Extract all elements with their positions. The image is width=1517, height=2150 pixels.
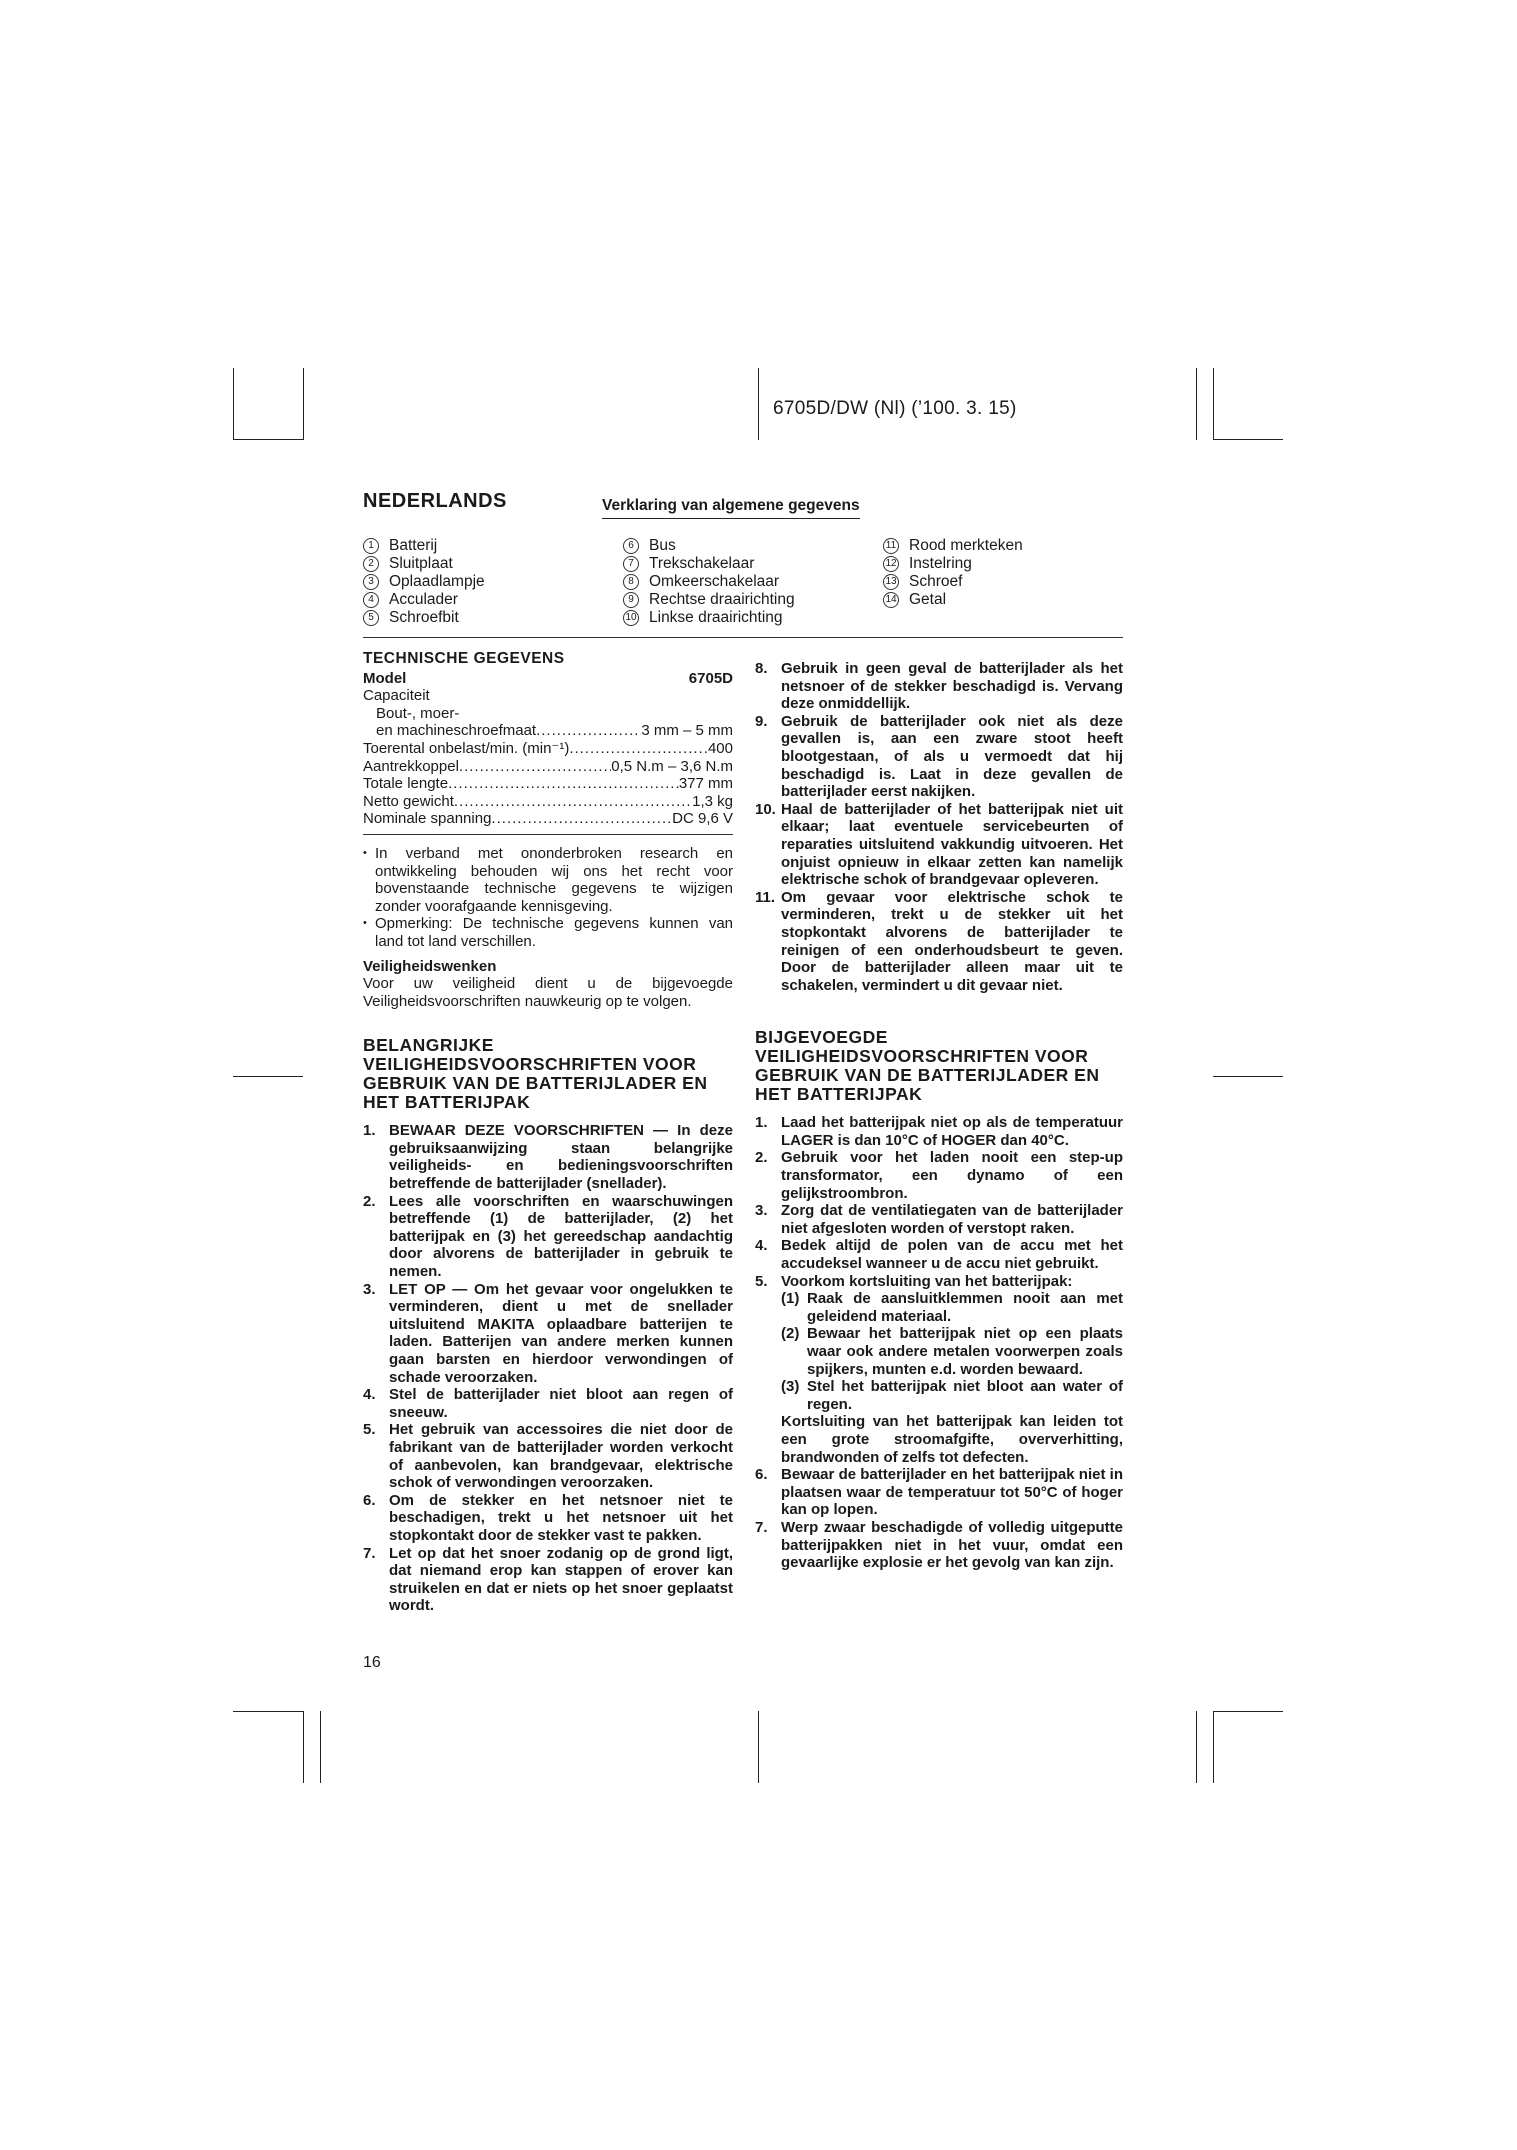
legend-item bbox=[883, 573, 1023, 591]
item-number: 9. bbox=[755, 712, 768, 730]
item-number: 11. bbox=[755, 888, 776, 906]
spec-row bbox=[363, 810, 733, 828]
item-number: 6. bbox=[363, 1491, 376, 1509]
instruction-item bbox=[755, 1114, 1123, 1149]
legend-item bbox=[363, 537, 485, 555]
spec-value: 377 mm bbox=[678, 775, 733, 793]
sub-item-text: Bewaar het batterijpak niet op een plaats waar ook andere metalen voorwerpen zoals spijkers, munten e.d. worden bewaard. bbox=[807, 1325, 1123, 1378]
page-number: 16 bbox=[363, 1654, 381, 1671]
model-value: 6705D bbox=[688, 669, 733, 687]
spec-label: Aantrekkoppel bbox=[363, 757, 459, 775]
legend-label: Getal bbox=[909, 591, 947, 608]
sub-item-number: (3) bbox=[781, 1378, 800, 1396]
legend-column-3 bbox=[883, 537, 1023, 609]
model-row bbox=[363, 670, 733, 688]
circled-number: 14 bbox=[883, 592, 899, 608]
note-text: In verband met ononderbroken research en ontwikkeling behouden wij ons het recht voor bovenstaande technische gegevens te wijzigen zonder voorafgaande kennisgeving. bbox=[375, 844, 733, 915]
legend-label: Oplaadlampje bbox=[389, 573, 485, 590]
item-text: Zorg dat de ventilatiegaten van de batterijlader niet afgesloten worden of verstopt raken. bbox=[781, 1202, 1123, 1237]
circled-number: 6 bbox=[623, 538, 639, 554]
spec-label: Toerental onbelast/min. (min⁻¹) bbox=[363, 739, 570, 757]
item-number: 8. bbox=[755, 660, 768, 677]
legend-label: Trekschakelaar bbox=[649, 555, 755, 572]
instruction-item bbox=[755, 889, 1123, 995]
specs-divider bbox=[363, 834, 733, 835]
circled-number: 13 bbox=[883, 574, 899, 590]
circled-number: 9 bbox=[623, 592, 639, 608]
instruction-item bbox=[755, 1466, 1123, 1519]
spec-label: en machineschroefmaat bbox=[376, 722, 537, 740]
legend-label: Instelring bbox=[909, 555, 972, 572]
instruction-item bbox=[363, 1122, 733, 1192]
legend-item bbox=[363, 573, 485, 591]
circled-number: 12 bbox=[883, 556, 899, 572]
item-text: Om gevaar voor elektrische schok te verminderen, trekt u de stekker uit het stopkontakt alvorens de batterijlader te reinigen of een onderhoudsbeurt te geven. Door de batterijlader alleen maar uit te schakelen, vermindert u dit gevaar niet. bbox=[781, 888, 1123, 994]
spec-row bbox=[363, 758, 733, 776]
item-number: 1. bbox=[755, 1114, 768, 1132]
item-number: 3. bbox=[755, 1202, 768, 1220]
legend-item bbox=[363, 555, 485, 573]
document-code: 6705D/DW (Nl) (’100. 3. 15) bbox=[773, 398, 1017, 419]
instruction-item bbox=[363, 1421, 733, 1491]
spec-row bbox=[363, 722, 733, 740]
note-item bbox=[363, 845, 733, 915]
item-number: 3. bbox=[363, 1280, 376, 1298]
sub-item-text: Stel het batterijpak niet bloot aan water of regen. bbox=[807, 1378, 1123, 1413]
legend-label: Rood merkteken bbox=[909, 537, 1023, 554]
instruction-item bbox=[363, 1492, 733, 1545]
legend-label: Omkeerschakelaar bbox=[649, 573, 780, 590]
legend-column-1 bbox=[363, 537, 485, 627]
spec-label: Totale lengte bbox=[363, 775, 449, 793]
spec-row bbox=[363, 775, 733, 793]
item-text: Om de stekker en het netsnoer niet te beschadigen, trekt u het netsnoer uit het stopkontakt door de stekker vast te pakken. bbox=[389, 1491, 733, 1544]
spec-value: DC 9,6 V bbox=[672, 810, 733, 828]
bullet-icon: • bbox=[363, 917, 367, 930]
sub-item bbox=[781, 1325, 1123, 1378]
circled-number: 7 bbox=[623, 556, 639, 572]
item-text: Laad het batterijpak niet op als de temperatuur LAGER is dan 10°C of HOGER dan 40°C. bbox=[781, 1114, 1123, 1149]
legend-item bbox=[623, 573, 795, 591]
bullet-icon: • bbox=[363, 846, 367, 859]
item-number: 7. bbox=[363, 1544, 376, 1562]
sub-item-number: (1) bbox=[781, 1290, 800, 1308]
item-text: Haal de batterijlader of het batterijpak niet uit elkaar; laat eventuele servicebeurten of reparaties uitsluitend vakkundig uitvoeren. Het onjuist opnieuw in elkaar zetten kan namelijk elektrische schok of brandgevaar opleveren. bbox=[781, 800, 1123, 889]
item-text: Lees alle voorschriften en waarschuwingen betreffende (1) de batterijlader, (2) het batterijpak en (3) het gereedschap aandachtig door alvorens de batterijlader in gebruik te nemen. bbox=[389, 1192, 733, 1281]
legend-item bbox=[883, 555, 1023, 573]
item-text: Let op dat het snoer zodanig op de grond ligt, dat niemand erop kan stappen of erover kan struikelen en dat er niets op het snoer geplaatst wordt. bbox=[389, 1544, 733, 1615]
left-column bbox=[363, 650, 733, 1615]
instruction-item bbox=[363, 1193, 733, 1281]
legend-item bbox=[363, 609, 485, 627]
item-text: Gebruik de batterijlader ook niet als deze gevallen is, aan een zware stoot heeft blootgestaan, of als u vermoedt dat hij beschadigd is. Laat in deze gevallen de batterijlader eerst nakijken. bbox=[781, 712, 1123, 801]
section-2-title: BIJGEVOEGDE VEILIGHEIDSVOORSCHRIFTEN VOOR GEBRUIK VAN DE BATTERIJLADER EN HET BATTERIJPAK bbox=[755, 1027, 1100, 1105]
tech-specs-title: TECHNISCHE GEGEVENS bbox=[363, 650, 565, 667]
instruction-item bbox=[755, 713, 1123, 801]
sub-item bbox=[781, 1290, 1123, 1325]
spec-value: 0,5 N.m – 3,6 N.m bbox=[611, 757, 733, 775]
sub-item-text: Raak de aansluitklemmen nooit aan met geleidend materiaal. bbox=[807, 1290, 1123, 1325]
right-column bbox=[755, 660, 1123, 1572]
note-item bbox=[363, 915, 733, 950]
instruction-item bbox=[755, 1202, 1123, 1237]
legend-item bbox=[623, 591, 795, 609]
section-1-title: BELANGRIJKE VEILIGHEIDSVOORSCHRIFTEN VOOR GEBRUIK VAN DE BATTERIJLADER EN HET BATTERIJPAK bbox=[363, 1035, 708, 1113]
item-text: Gebruik in geen geval de batterijlader als het netsnoer of de stekker beschadigd is. Vervang deze onmiddellijk. bbox=[781, 660, 1123, 713]
item-text: Bewaar de batterijlader en het batterijpak niet in plaatsen waar de temperatuur tot 50°C of hoger kan op lopen. bbox=[781, 1466, 1123, 1519]
circled-number: 11 bbox=[883, 538, 899, 554]
item-text: BEWAAR DEZE VOORSCHRIFTEN — In deze gebruiksaanwijzing staan belangrijke veiligheids- en bedieningsvoorschriften betreffende de batterijlader (snellader). bbox=[389, 1122, 733, 1193]
legend-item bbox=[363, 591, 485, 609]
legend-column-2 bbox=[623, 537, 795, 627]
safety-text: Voor uw veiligheid dient u de bijgevoegde Veiligheidsvoorschriften nauwkeurig op te volgen. bbox=[363, 975, 733, 1010]
sub-item-list bbox=[755, 1290, 1123, 1466]
legend-label: Linkse draairichting bbox=[649, 609, 783, 626]
circled-number: 4 bbox=[363, 592, 379, 608]
item-number: 2. bbox=[363, 1192, 376, 1210]
sub-item-number: (2) bbox=[781, 1325, 800, 1343]
spec-label: Nominale spanning bbox=[363, 810, 492, 828]
item-number: 4. bbox=[363, 1386, 376, 1404]
capacity-sub: Bout-, moer- bbox=[376, 704, 460, 722]
short-circuit-note: Kortsluiting van het batterijpak kan leiden tot een grote stroomafgifte, oververhitting, brandwonden of zelfs tot defecten. bbox=[781, 1413, 1123, 1466]
model-label: Model bbox=[363, 669, 407, 687]
instruction-item bbox=[755, 660, 1123, 713]
instruction-item bbox=[363, 1386, 733, 1421]
item-number: 7. bbox=[755, 1518, 768, 1536]
item-number: 4. bbox=[755, 1237, 768, 1255]
item-text: LET OP — Om het gevaar voor ongelukken te verminderen, dient u met de snellader uitsluitend MAKITA oplaadbare batterijen te laden. Batterijen van andere merken kunnen gaan barsten en hierdoor verwondingen of schade veroorzaken. bbox=[389, 1280, 733, 1386]
legend-label: Bus bbox=[649, 537, 676, 554]
item-text: Stel de batterijlader niet bloot aan regen of sneeuw. bbox=[389, 1386, 733, 1421]
circled-number: 8 bbox=[623, 574, 639, 590]
legend-label: Batterij bbox=[389, 537, 438, 554]
item-text: Voorkom kortsluiting van het batterijpak: bbox=[781, 1272, 1073, 1290]
circled-number: 2 bbox=[363, 556, 379, 572]
spec-value: 3 mm – 5 mm bbox=[641, 722, 733, 740]
circled-number: 1 bbox=[363, 538, 379, 554]
item-number: 5. bbox=[755, 1272, 768, 1290]
item-number: 2. bbox=[755, 1149, 768, 1167]
item-number: 10. bbox=[755, 800, 776, 818]
circled-number: 10 bbox=[623, 610, 639, 626]
subheading: Verklaring van algemene gegevens bbox=[602, 497, 860, 519]
spec-row bbox=[363, 740, 733, 758]
safety-heading: Veiligheidswenken bbox=[363, 957, 497, 975]
language-title: NEDERLANDS bbox=[363, 490, 507, 512]
legend-label: Acculader bbox=[389, 591, 458, 608]
spec-label: Netto gewicht bbox=[363, 792, 454, 810]
item-text: Gebruik voor het laden nooit een step-up transformator, een dynamo of een gelijkstroombron. bbox=[781, 1149, 1123, 1202]
circled-number: 5 bbox=[363, 610, 379, 626]
item-text: Werp zwaar beschadigde of volledig uitgeputte batterijpakken niet in het vuur, omdat een gevaarlijke explosie er het gevolg van kan zijn. bbox=[781, 1518, 1123, 1572]
spec-row bbox=[363, 793, 733, 811]
legend-item bbox=[623, 609, 795, 627]
legend-item bbox=[883, 591, 1023, 609]
instruction-item bbox=[755, 1237, 1123, 1272]
spec-value: 400 bbox=[707, 739, 733, 757]
instruction-item bbox=[755, 801, 1123, 889]
legend-label: Schroef bbox=[909, 573, 963, 590]
legend-item bbox=[623, 555, 795, 573]
item-number: 6. bbox=[755, 1466, 768, 1484]
instruction-item bbox=[755, 1519, 1123, 1572]
legend-item bbox=[883, 537, 1023, 555]
instruction-item bbox=[755, 1149, 1123, 1202]
item-text: Bedek altijd de polen van de accu met het accudeksel wanneer u de accu niet gebruikt. bbox=[781, 1237, 1123, 1273]
item-number: 5. bbox=[363, 1421, 376, 1439]
spec-value: 1,3 kg bbox=[692, 792, 733, 810]
instruction-item bbox=[363, 1545, 733, 1615]
instruction-item bbox=[755, 1273, 1123, 1291]
legend-item bbox=[623, 537, 795, 555]
legend-label: Rechtse draairichting bbox=[649, 591, 795, 608]
item-number: 1. bbox=[363, 1122, 376, 1140]
instruction-item bbox=[363, 1281, 733, 1387]
capacity-label: Capaciteit bbox=[363, 687, 430, 705]
legend-label: Sluitplaat bbox=[389, 555, 453, 572]
circled-number: 3 bbox=[363, 574, 379, 590]
legend-label: Schroefbit bbox=[389, 609, 459, 626]
note-text: Opmerking: De technische gegevens kunnen van land tot land verschillen. bbox=[375, 915, 733, 950]
sub-item bbox=[781, 1378, 1123, 1413]
item-text: Het gebruik van accessoires die niet door de fabrikant van de batterijlader worden verkocht of aanbevolen, kan brandgevaar, elektrische schok of verwondingen veroorzaken. bbox=[389, 1421, 733, 1492]
legend-divider bbox=[363, 637, 1123, 638]
